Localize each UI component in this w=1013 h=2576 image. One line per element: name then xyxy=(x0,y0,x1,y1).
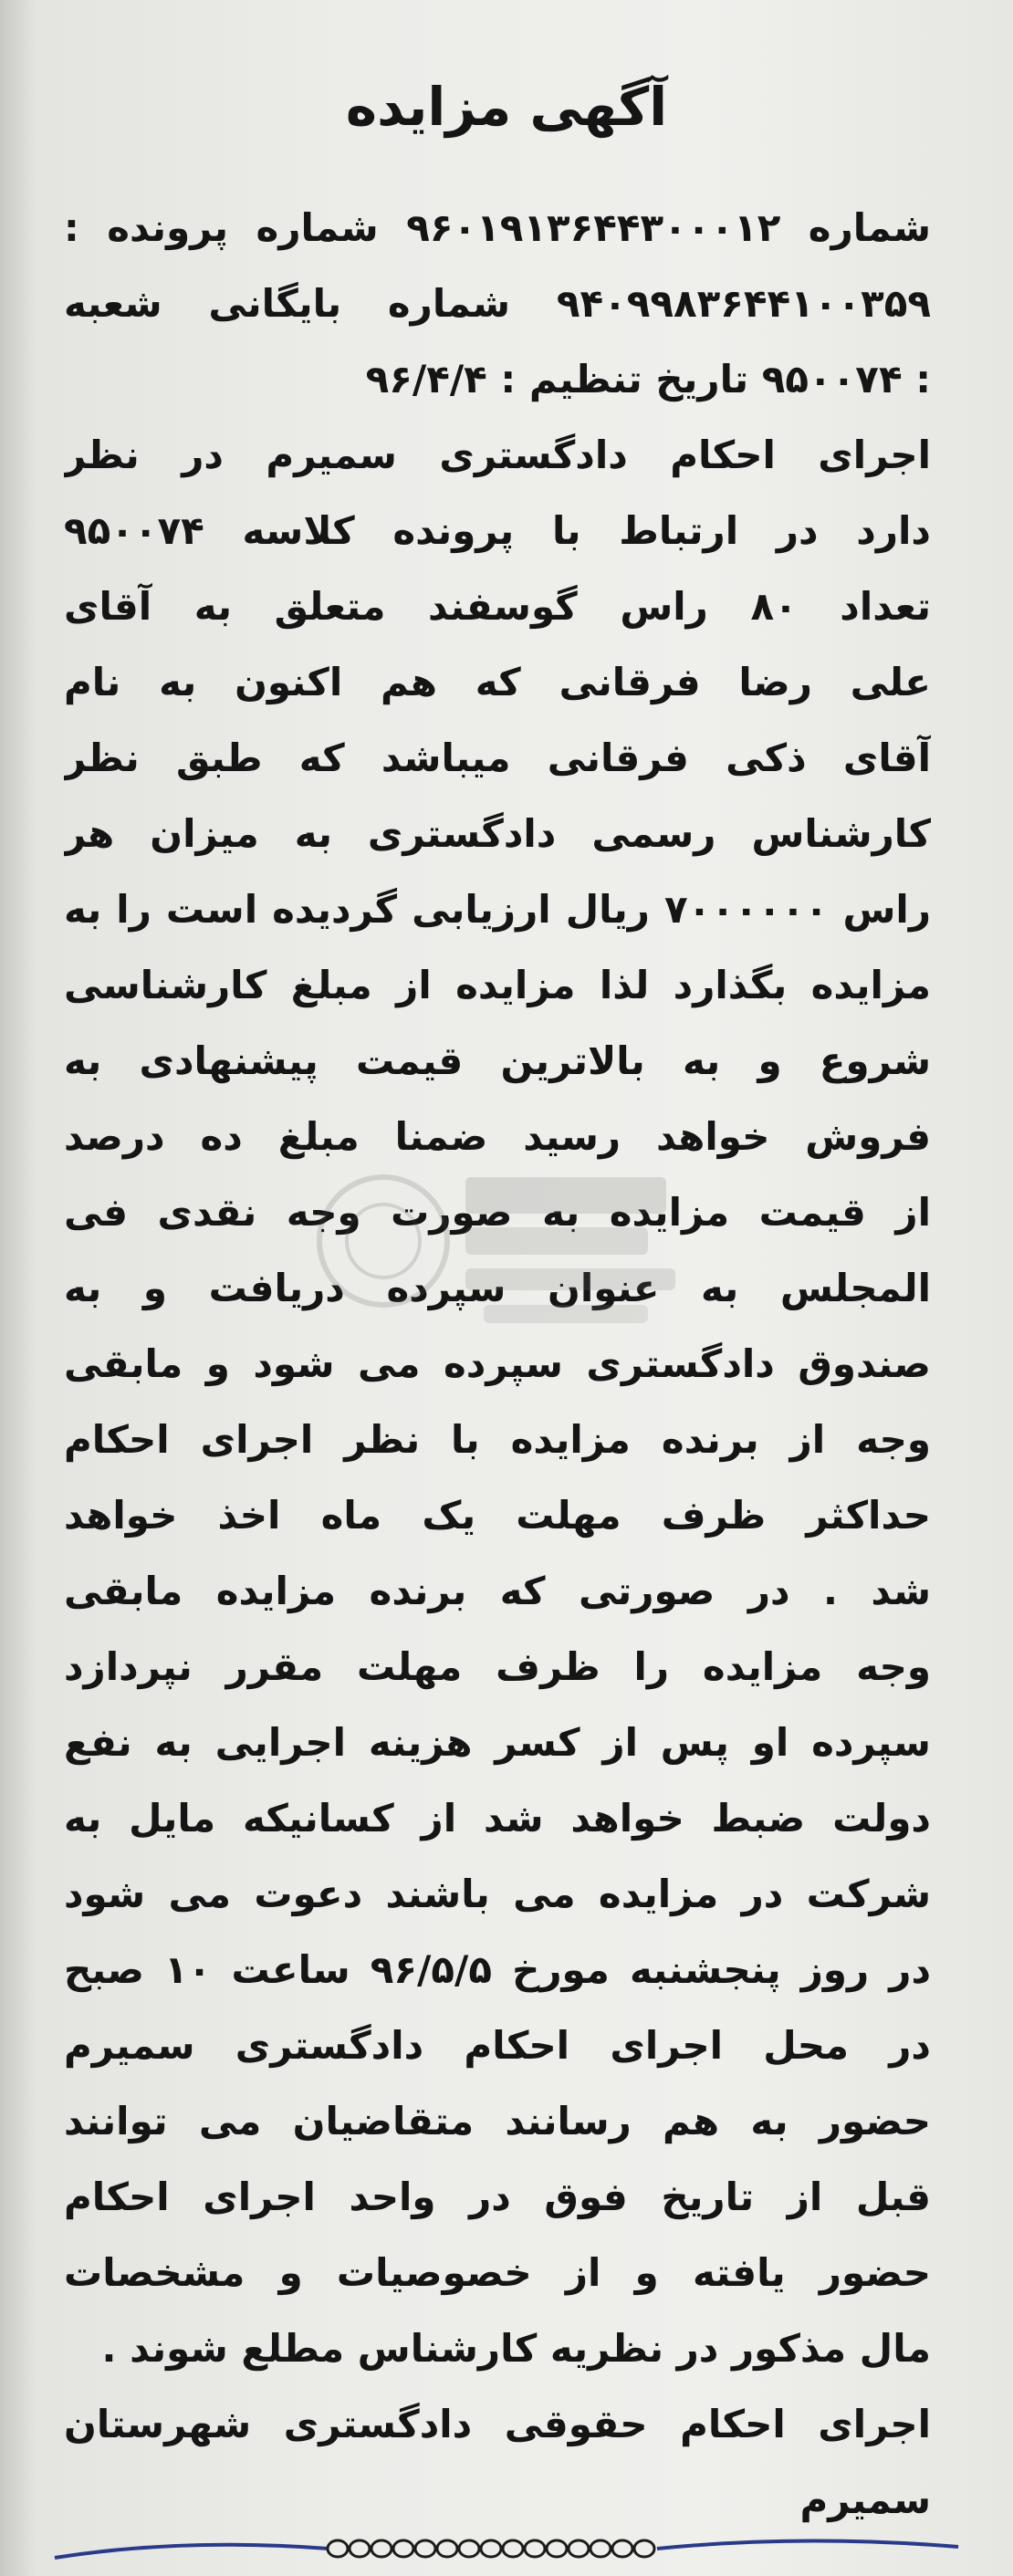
notice-line: قبل از تاریخ فوق در واحد اجرای احکام xyxy=(64,2174,931,2219)
notice-line: سپرده او پس از کسر هزینه اجرایی به نفع xyxy=(64,1720,931,1765)
border-ornament-icon xyxy=(0,2521,1013,2576)
notice-line: راس ۷۰۰۰۰۰۰ ریال ارزیابی گردیده است را به xyxy=(64,887,931,932)
notice-line: آقای ذکی فرقانی میباشد که طبق نظر xyxy=(64,735,931,780)
notice-line: حداکثر ظرف مهلت یک ماه اخذ خواهد xyxy=(64,1493,931,1538)
page-shadow xyxy=(0,0,37,2576)
notice-line: در محل اجرای احکام دادگستری سمیرم xyxy=(64,2023,931,2068)
notice-line: دولت ضبط خواهد شد از کسانیکه مایل به xyxy=(64,1796,931,1841)
notice-line: اجرای احکام حقوقی دادگستری شهرستان xyxy=(64,2402,931,2446)
notice-line: در روز پنجشنبه مورخ ۹۶/۵/۵ ساعت ۱۰ صبح xyxy=(64,1947,931,1992)
notice-line: تعداد ۸۰ راس گوسفند متعلق به آقای xyxy=(64,584,931,629)
notice-line: اجرای احکام دادگستری سمیرم در نظر xyxy=(64,433,931,477)
notice-line: دارد در ارتباط با پرونده کلاسه ۹۵۰۰۷۴ xyxy=(64,508,931,553)
notice-line: حضور یافته و از خصوصیات و مشخصات xyxy=(64,2250,931,2295)
notice-line: شرکت در مزایده می باشند دعوت می شود xyxy=(64,1872,931,1916)
notice-line: : ۹۵۰۰۷۴ تاریخ تنظیم : ۹۶/۴/۴ xyxy=(365,357,931,402)
notice-line: سمیرم xyxy=(799,2477,931,2522)
notice-line: فروش خواهد رسید ضمنا مبلغ ده درصد xyxy=(64,1114,931,1159)
notice-title: آگهی مزایده xyxy=(345,76,668,138)
notice-line: علی رضا فرقانی که هم اکنون به نام xyxy=(64,660,931,704)
notice-line: از قیمت مزایده به صورت وجه نقدی فی xyxy=(64,1190,931,1235)
notice-line: وجه مزایده را ظرف مهلت مقرر نپردازد xyxy=(64,1644,931,1689)
notice-line: شروع و به بالاترین قیمت پیشنهادی به xyxy=(64,1038,931,1083)
notice-line: حضور به هم رسانند متقاضیان می توانند xyxy=(64,2099,931,2143)
notice-line: شماره ۹۶۰۱۹۱۳۶۴۴۳۰۰۰۱۲ شماره پرونده : xyxy=(64,205,931,250)
notice-line: المجلس به عنوان سپرده دریافت و به xyxy=(64,1266,931,1310)
notice-line: ۹۴۰۹۹۸۳۶۴۴۱۰۰۳۵۹ شماره بایگانی شعبه xyxy=(64,281,931,326)
notice-line: صندوق دادگستری سپرده می شود و مابقی xyxy=(64,1341,931,1386)
notice-line: شد . در صورتی که برنده مزایده مابقی xyxy=(64,1569,931,1613)
notice-line: مال مذکور در نظریه کارشناس مطلع شوند . xyxy=(101,2326,931,2371)
notice-line: وجه از برنده مزایده با نظر اجرای احکام xyxy=(64,1417,931,1462)
notice-line: کارشناس رسمی دادگستری به میزان هر xyxy=(64,811,931,856)
notice-body xyxy=(64,190,931,2538)
notice-line: مزایده بگذارد لذا مزایده از مبلغ کارشناسی xyxy=(64,963,931,1007)
